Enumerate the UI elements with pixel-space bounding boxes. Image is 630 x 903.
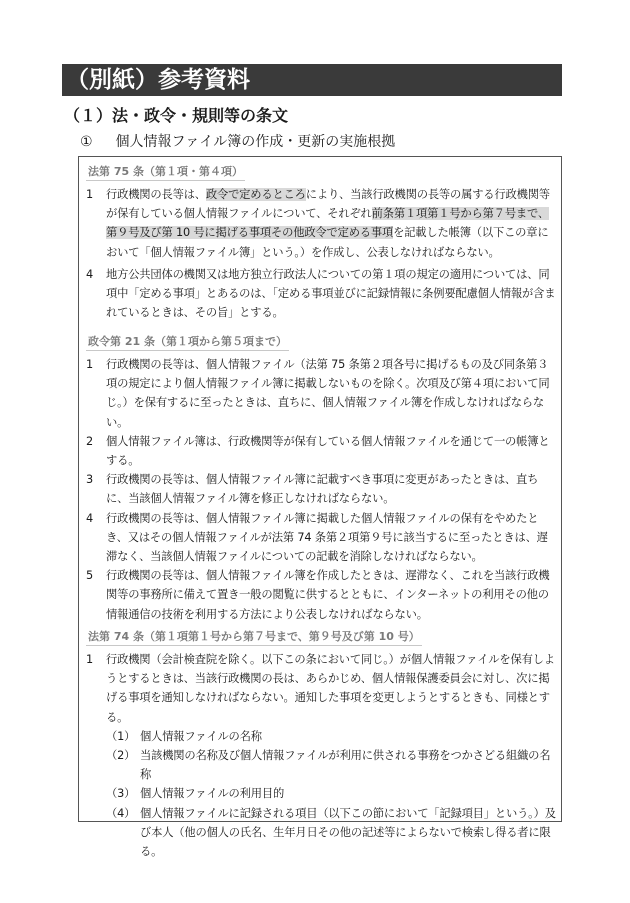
paragraph-number: 4 [86, 267, 93, 281]
law-74-item-4 [86, 804, 558, 862]
order-21-block [86, 330, 558, 624]
paragraph-number: 1 [86, 188, 93, 201]
order-21-title: 政令第 21 条（第１項から第５項まで） [86, 334, 289, 351]
text-segment: 行政機関の長等は、 [106, 188, 206, 201]
law-74-paragraph-1 [86, 650, 558, 727]
subsection-label: 個人情報ファイル簿の作成・更新の実施根拠 [115, 134, 396, 150]
item-number: （4） [106, 806, 136, 820]
item-number: （2） [106, 749, 136, 763]
item-number: （1） [106, 729, 136, 743]
law-75-block [86, 160, 558, 322]
order-21-paragraph-4 [86, 509, 558, 567]
order-21-paragraph-2 [86, 432, 558, 470]
highlight-segment: その他政令で定める事項 [271, 226, 394, 240]
item-text: 個人情報ファイルに記録される項目（以下この節において「記録項目」という。）及び本人（他の個人の氏名、生年月日その他の記述等によらないで検索し得る者に限る。 [140, 806, 556, 859]
paragraph-number: 4 [86, 511, 93, 525]
highlight-segment: 政令で定めるところ [205, 188, 306, 201]
page-title: （別紙）参考資料 [62, 64, 562, 96]
order-21-paragraph-3 [86, 470, 558, 508]
order-21-paragraph-1 [86, 355, 558, 432]
text-segment: を記載した帳簿（以下この章において「個人情報ファイル簿」という。）を作成し、公表しなければならない。 [106, 226, 549, 259]
order-21-paragraph-5 [86, 566, 558, 624]
paragraph-text: 行政機関の長等は、個人情報ファイル（法第 75 条第２項各号に掲げるもの及び同条第３項の規定により個人情報ファイル簿に掲載しないものを除く。次項及び第４項において同じ。）を保有するに至ったときは、直ちに、個人情報ファイル簿を作成しなければならない。 [106, 358, 550, 429]
law-75-paragraph-4 [86, 265, 558, 323]
paragraph-text: 行政機関の長等は、個人情報ファイル簿を作成したときは、遅滞なく、これを当該行政機関等の事務所に備えて置き一般の閲覧に供するとともに、インターネットの利用その他の情報通信の技術を利用する方法により公表しなければならない。 [106, 569, 550, 621]
law-75-paragraph-1 [86, 185, 558, 262]
law-74-title: 法第 74 条（第１項第１号から第７号まで、第９号及び第 10 号） [86, 629, 422, 646]
text-segment: により、当該行政機関の長等の属する行政機関等が保有している個人情報ファイルについて、それぞれ [106, 188, 550, 221]
paragraph-text: 地方公共団体の機関又は地方独立行政法人についての第１項の規定の適用については、同項中「定める事項」とあるのは、「定める事項並びに記録情報に条例要配慮個人情報が含まれているときは、その旨」とする。 [106, 267, 556, 320]
subsection-heading [80, 133, 395, 151]
law-74-block [86, 625, 558, 861]
item-text: 当該機関の名称及び個人情報ファイルが利用に供される事務をつかさどる組織の名称 [140, 749, 551, 782]
paragraph-number: 1 [86, 358, 93, 371]
law-75-title: 法第 75 条（第１項・第４項） [86, 164, 245, 181]
paragraph-text: 行政機関の長等は、個人情報ファイル簿に掲載した個人情報ファイルの保有をやめたとき、又はその個人情報ファイルが法第 74 条第２項第９号に該当するに至ったときは、遅滞なく、当該個人情報ファイルについての記載を消除しなければならない。 [106, 511, 548, 564]
paragraph-number: 5 [86, 569, 93, 583]
paragraph-number: 1 [86, 653, 93, 666]
item-text: 個人情報ファイルの名称 [140, 729, 262, 743]
paragraph-number: 3 [86, 473, 93, 487]
paragraph-text: 個人情報ファイル簿は、行政機関等が保有している個人情報ファイルを通じて一の帳簿とする。 [106, 434, 550, 468]
law-74-item-1 [86, 727, 558, 746]
item-number: （3） [106, 787, 136, 801]
subsection-marker: ① [80, 134, 93, 150]
highlight-segment: 前条第１項第１号から第７号まで、第９号及び第 10 号に掲げる事項 [106, 207, 549, 240]
item-text: 個人情報ファイルの利用目的 [140, 787, 285, 801]
paragraph-text: 行政機関の長等は、個人情報ファイル簿に記載すべき事項に変更があったときは、直ちに、当該個人情報ファイル簿を修正しなければならない。 [106, 473, 539, 506]
paragraph-number: 2 [86, 434, 93, 448]
section-heading: （１）法・政令・規則等の条文 [64, 106, 289, 125]
law-74-item-3 [86, 784, 558, 803]
paragraph-text: 行政機関（会計検査院を除く。以下この条において同じ。）が個人情報ファイルを保有しようとするときは、当該行政機関の長は、あらかじめ、個人情報保護委員会に対し、次に掲げる事項を通知しなければならない。通知した事項を変更しようとするときも、同様とする。 [106, 653, 555, 724]
law-74-item-2 [86, 746, 558, 784]
